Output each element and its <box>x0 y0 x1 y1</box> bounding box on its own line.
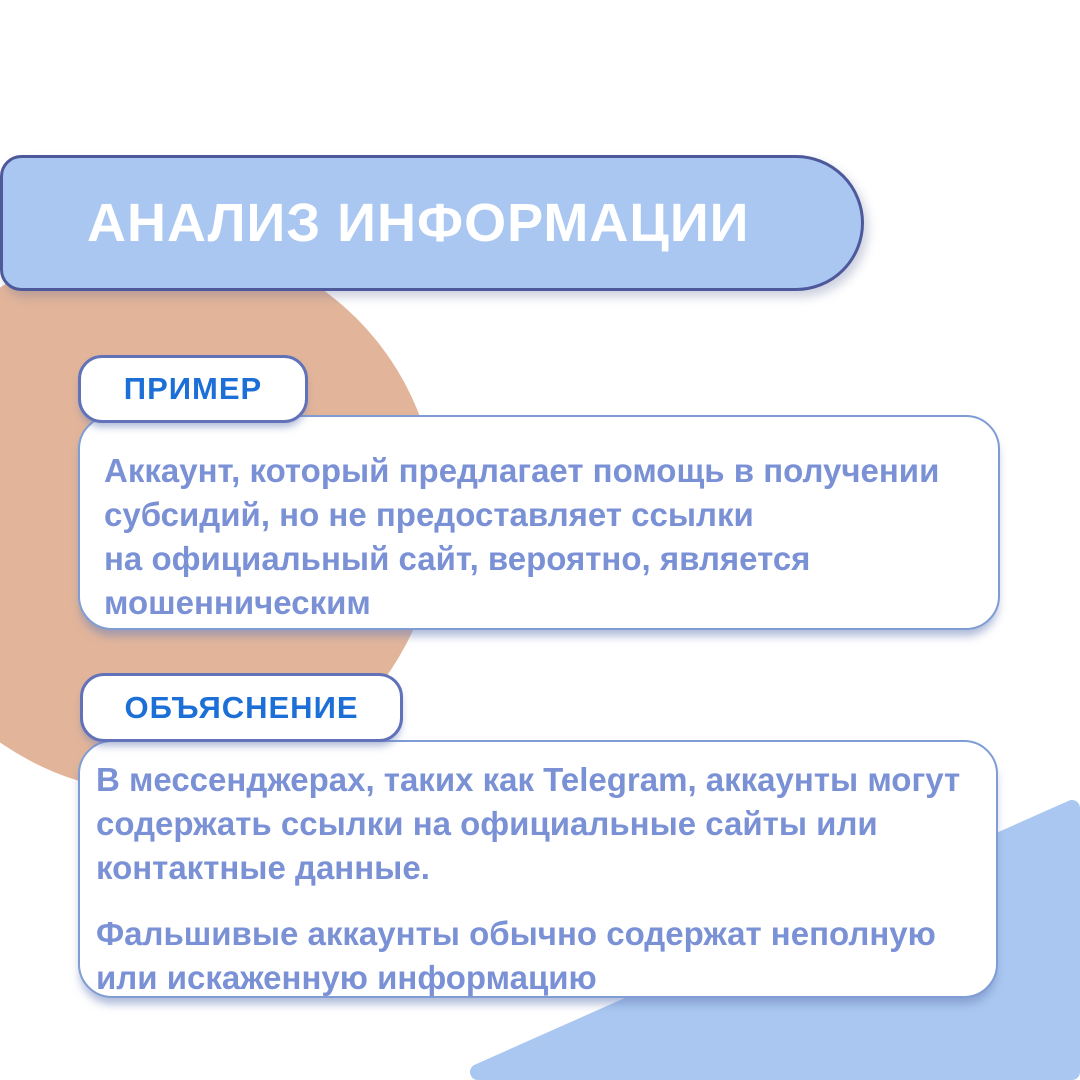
example-text-line: субсидий, но не предоставляет ссылки <box>104 496 754 533</box>
page-title: АНАЛИЗ ИНФОРМАЦИИ <box>87 193 750 253</box>
explanation-text-line: Фальшивые аккаунты обычно содержат неполную <box>96 915 936 952</box>
card-explanation <box>78 740 998 998</box>
badge-example <box>78 355 308 423</box>
explanation-text-line: или искаженную информацию <box>96 959 597 996</box>
badge-example-label: ПРИМЕР <box>123 371 263 406</box>
explanation-text-line: содержать ссылки на официальные сайты или <box>96 805 878 842</box>
card-example <box>78 415 1000 630</box>
title-banner <box>0 155 864 291</box>
explanation-text-line: контактные данные. <box>96 849 430 886</box>
badge-explanation-label: ОБЪЯСНЕНИЕ <box>124 689 359 725</box>
badge-explanation <box>80 673 403 742</box>
example-text-line: на официальный сайт, вероятно, является <box>104 540 811 577</box>
paragraph-spacer <box>96 890 986 912</box>
explanation-text-line: В мессенджерах, таких как Telegram, аккаунты могут <box>96 761 961 798</box>
example-text-line: Аккаунт, который предлагает помощь в получении <box>104 452 940 489</box>
example-text-line: мошенническим <box>104 584 371 621</box>
